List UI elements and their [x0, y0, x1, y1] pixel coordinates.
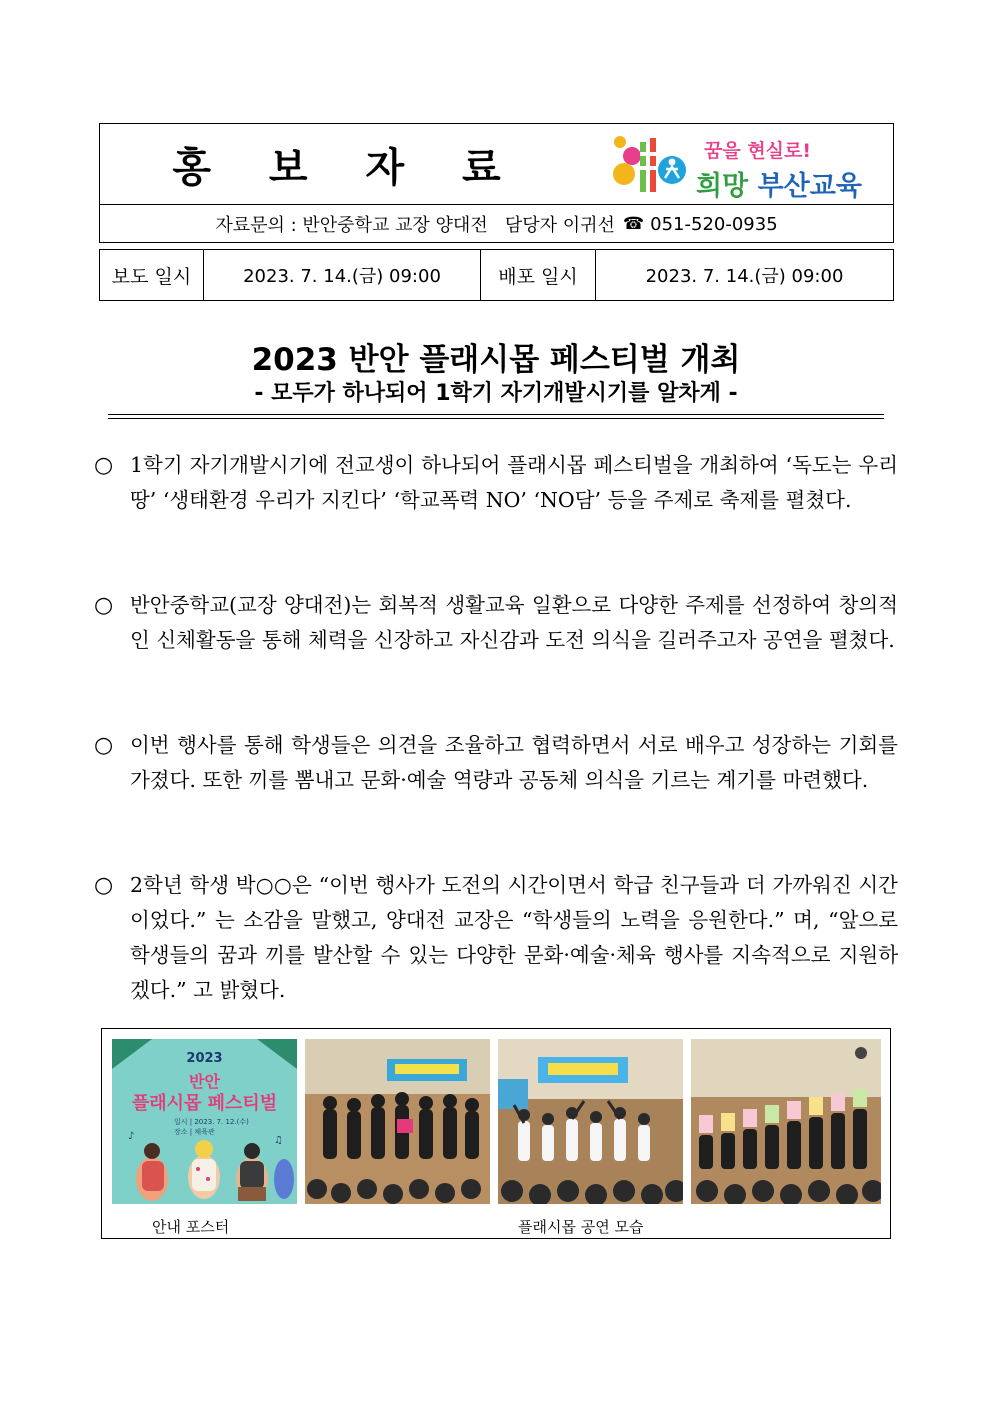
- press-release-header: [99, 123, 894, 243]
- paragraph: [94, 728, 898, 798]
- poster-info-place: 장소 | 체육관: [174, 1128, 215, 1136]
- performance-photo-3: [691, 1039, 881, 1204]
- header-top-row: [100, 124, 893, 205]
- bullet-circle: ○: [94, 593, 114, 618]
- report-date-value: 2023. 7. 14.(금) 09:00: [204, 250, 481, 300]
- title-divider: [108, 414, 884, 419]
- svg-text:♪: ♪: [128, 1131, 135, 1142]
- logo-slogan: 꿈을 현실로!: [704, 140, 812, 162]
- contact-phone: 051-520-0935: [650, 213, 778, 235]
- phone-icon: ☎: [622, 214, 645, 234]
- logo-name-part1: 희망: [696, 171, 749, 202]
- caption-poster: 안내 포스터: [152, 1218, 230, 1236]
- svg-text:♫: ♫: [274, 1135, 283, 1146]
- distribution-date-label: 배포 일시: [481, 250, 596, 300]
- logo-name: [696, 164, 862, 203]
- festival-poster-image: [112, 1039, 297, 1204]
- article-title: 2023 반안 플래시몹 페스티벌 개최: [251, 342, 741, 378]
- contact-row: [100, 205, 893, 243]
- contact-staff: 담당자 이귀선: [504, 215, 615, 236]
- performance-photo-2: [498, 1039, 683, 1204]
- performance-photo-2-image: [498, 1039, 683, 1204]
- performance-photo-1-image: [305, 1039, 490, 1204]
- paragraph-text: 이번 행사를 통해 학생들은 의견을 조율하고 협력하면서 서로 배우고 성장하는 기회를 가졌다. 또한 끼를 뽐내고 문화·예술 역량과 공동체 의식을 기르는 계기를 마련했다.: [130, 733, 898, 792]
- document-title: 홍 보 자 료: [172, 143, 523, 191]
- logo-name-part2: 부산교육: [757, 171, 862, 202]
- contact-label: 자료문의 : 반안중학교 교장 양대전: [215, 215, 488, 236]
- paragraph-text: 1학기 자기개발시기에 전교생이 하나되어 플래시몹 페스티벌을 개최하여 ‘독도는 우리땅’ ‘생태환경 우리가 지킨다’ ‘학교폭력 NO’ ‘NO담’ 등을 주제로 축제를 펼쳤다.: [130, 453, 898, 512]
- poster-year: 2023: [186, 1051, 223, 1066]
- distribution-date-value: 2023. 7. 14.(금) 09:00: [645, 266, 844, 287]
- poster-info: [174, 1117, 249, 1137]
- dates-table: [99, 249, 894, 301]
- performance-photo-1: [305, 1039, 490, 1204]
- logo-mark-icon: [612, 134, 688, 196]
- bullet-circle: ○: [94, 453, 114, 478]
- bullet-circle: ○: [94, 873, 114, 898]
- report-date-label: 보도 일시: [100, 250, 204, 300]
- paragraph: [94, 588, 898, 658]
- poster-title-line2: 플래시몹 페스티벌: [131, 1093, 278, 1114]
- poster-info-date: 일시 | 2023. 7. 12.(수): [174, 1118, 249, 1126]
- performance-photo-3-image: [691, 1039, 881, 1204]
- bullet-circle: ○: [94, 733, 114, 758]
- paragraph-text: 2학년 학생 박○○은 “이번 행사가 도전의 시간이면서 학급 친구들과 더 가까워진 시간이었다.” 는 소감을 말했고, 양대전 교장은 “학생들의 노력을 응원한다.” 며, “앞으로 학생들의 꿈과 끼를 발산할 수 있는 다양한 문화·예술·체육 행사를 지속적으로 지원하겠다.” 고 밝혔다.: [130, 873, 898, 1002]
- caption-performance: 플래시몹 공연 모습: [518, 1218, 644, 1236]
- busan-education-logo: [610, 130, 870, 202]
- photo-gallery: [101, 1028, 891, 1239]
- paragraph: [94, 448, 898, 518]
- poster-title-line1: 반안: [189, 1072, 220, 1091]
- paragraph-text: 반안중학교(교장 양대전)는 회복적 생활교육 일환으로 다양한 주제를 선정하여 창의적인 신체활동을 통해 체력을 신장하고 자신감과 도전 의식을 길러주고자 공연을 펼쳤다.: [130, 593, 898, 652]
- article-subtitle: - 모두가 하나되어 1학기 자기개발시기를 알차게 -: [254, 381, 738, 406]
- paragraph: [94, 868, 898, 1008]
